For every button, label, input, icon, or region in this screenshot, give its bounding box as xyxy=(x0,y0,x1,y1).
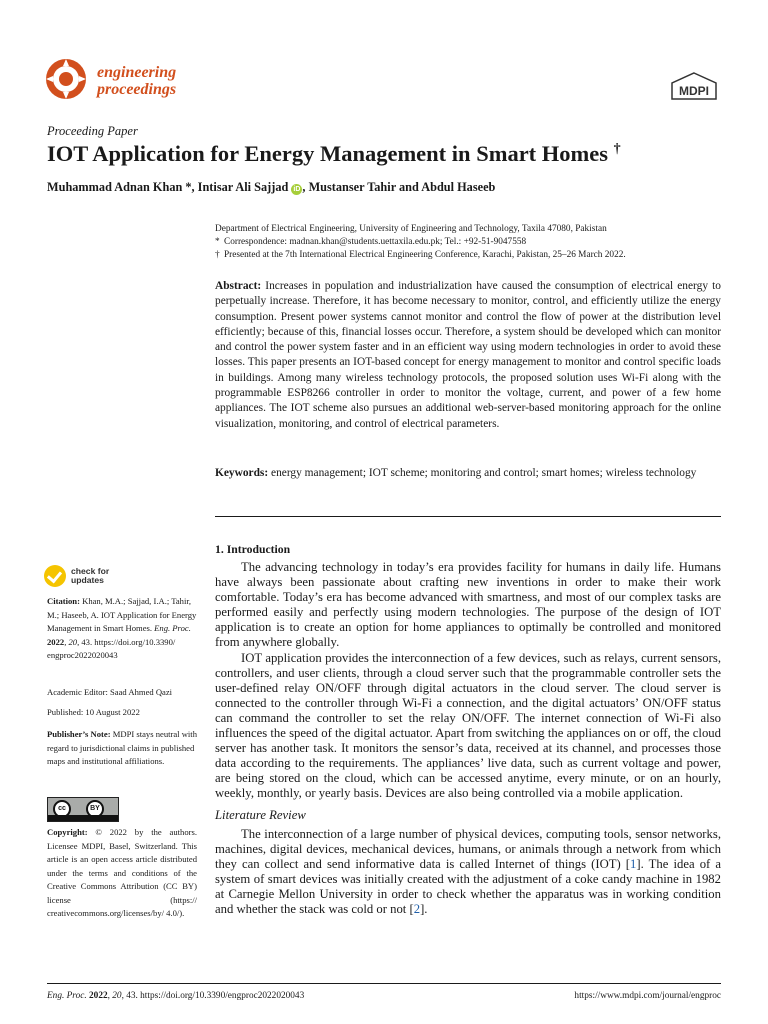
reference-link-1[interactable]: 1 xyxy=(630,856,637,871)
authors-first: Muhammad Adnan Khan *, Intisar Ali Sajjad xyxy=(47,180,289,194)
footer-citation: Eng. Proc. 2022, 20, 43. https://doi.org/10.3390/engproc2022020043 xyxy=(47,991,305,1001)
journal-name-line2: proceedings xyxy=(97,81,177,98)
journal-name-line1: engineering xyxy=(97,64,177,81)
note-text: MDPI stays neutral with regard to jurisdictional claims in published maps and institutional affiliations. xyxy=(47,729,197,766)
presented-mark: † xyxy=(215,250,220,260)
subsection-heading: Literature Review xyxy=(215,807,306,822)
keywords-text: energy management; IOT scheme; monitoring and control; smart homes; wireless technology xyxy=(271,467,697,479)
body-text xyxy=(215,560,721,917)
title-mark: † xyxy=(613,141,621,157)
engineering-proceedings-logo xyxy=(45,58,87,100)
mdpi-logo xyxy=(668,71,720,101)
correspondence-mark: * xyxy=(215,237,220,247)
publisher-name: MDPI xyxy=(679,84,709,98)
paragraph-1: The advancing technology in today’s era provides facility for humans in daily life. Humans have always been passionate about crafting new inventions in order to make their work comfortable. Today’s era has become advanced with smartness, and most of our complex tasks are performed easily and perfectly using modern technologies. The purpose of the design of IOT application is to create an option for home appliances to optimally be controlled and monitored from anywhere globally. xyxy=(215,560,721,650)
check-line-1: check for xyxy=(71,565,110,576)
paper-title xyxy=(47,141,621,167)
section-heading: 1. Introduction xyxy=(215,543,291,556)
paper-type: Proceeding Paper xyxy=(47,124,138,138)
copyright-block xyxy=(47,826,197,921)
paragraph-2: IOT application provides the interconnection of a few devices, such as relays, current sensors, controllers, and user clients, through a cloud server such that the programmable controller sets the user-defined relay ON/OFF through digital actuators in the cloud server. The cloud server is connected to the controller through Wi-Fi a connection, and the digital actuators’ ON/OFF status can command the controller to set the relay ON/OFF. The internet connection of Wi-Fi also influences the speed of the digital actuator. Apart from switching the appliances on or off, the cloud server has another task. It monitors the sensor’s data, received at its channel, and processes those data according to the requirements. The appliances’ live data, such as current voltage and power, are being stored on the cloud, which can be accessed anytime, every minute, or on an hourly, weekly, monthly, or yearly basis. Devices are also being controlled via a mobile application. xyxy=(215,650,721,801)
keywords xyxy=(215,466,721,481)
footer-year: 2022 xyxy=(89,991,108,1001)
cc-by-license-badge[interactable] xyxy=(47,797,119,822)
badge-bar xyxy=(48,815,118,821)
citation-journal: Eng. Proc. xyxy=(154,623,191,633)
publishers-note xyxy=(47,728,197,769)
citation-volume: 20 xyxy=(68,636,78,647)
title-text: IOT Application for Energy Management in Smart Homes xyxy=(47,141,609,166)
affiliation-text: Department of Electrical Engineering, University of Engineering and Technology, Taxila 47080, Pakistan xyxy=(215,224,607,234)
journal-name xyxy=(97,64,176,98)
correspondence-text: Correspondence: madnan.khan@students.uettaxila.edu.pk; Tel.: +92-51-9047558 xyxy=(224,237,527,247)
paragraph-3-b: ]. The idea of a system of smart devices was initially created with the adjustment of a coke candy machine in 1982 at Carnegie Mellon University in order to check whether the apparatus was in working condition and whether the stack was cold or not [ xyxy=(215,856,721,917)
note-label: Publisher’s Note: xyxy=(47,729,111,739)
abstract-label: Abstract: xyxy=(215,280,262,292)
footer-volume: 20 xyxy=(112,991,122,1001)
paragraph-3-c: ]. xyxy=(420,902,428,917)
citation-doi[interactable]: , 43. https://doi.org/10.3390/ engproc2022020043 xyxy=(47,636,176,660)
author-list xyxy=(47,180,495,195)
citation-text: Khan, M.A.; Sajjad, I.A.; Tahir, M.; Haseeb, A. IOT Application for Energy Management in Smart Homes. xyxy=(47,596,197,633)
paragraph-3-a: The interconnection of a large number of physical devices, computing tools, sensor networks, machines, digital devices, mechanical devices, humans, or animals through a network from which they can collect and send informative data is called Internet of things (IOT) [ xyxy=(215,826,721,871)
divider xyxy=(215,516,721,517)
abstract xyxy=(215,279,721,432)
check-for-updates-button[interactable] xyxy=(44,565,109,587)
footer-journal: Eng. Proc. xyxy=(47,991,87,1001)
published-date: Published: 10 August 2022 xyxy=(47,707,140,717)
citation-block: Citation: Khan, M.A.; Sajjad, I.A.; Tahir, M.; Haseeb, A. IOT Application for Energy Management in Smart Homes. Eng. Proc. 2022, 20, 43. https://doi.org/10.3390/ engproc2022020043 xyxy=(47,596,197,660)
footer-journal-url[interactable]: https://www.mdpi.com/journal/engproc xyxy=(574,991,721,1001)
checkmark-icon xyxy=(44,565,66,587)
check-line-2: updates xyxy=(71,575,104,585)
citation-label: Citation: xyxy=(47,596,80,606)
footer-divider xyxy=(47,983,721,984)
citation-year: 2022 xyxy=(47,636,65,647)
copyright-text: © 2022 by the authors. Licensee MDPI, Basel, Switzerland. This article is an open access article distributed under the terms and conditions of the Creative Commons Attribution (CC BY) license (https:// creativecommons.org/licenses/by/ 4.0/). xyxy=(47,827,197,918)
check-for-updates-label xyxy=(71,567,109,586)
academic-editor: Academic Editor: Saad Ahmed Qazi xyxy=(47,687,173,697)
reference-link-2[interactable]: 2 xyxy=(413,902,421,917)
authors-rest: , Mustanser Tahir and Abdul Haseeb xyxy=(302,180,496,194)
keywords-label: Keywords: xyxy=(215,467,269,479)
orcid-icon[interactable]: iD xyxy=(293,186,301,193)
cc-icon: cc xyxy=(53,800,71,818)
paragraph-3 xyxy=(215,827,721,918)
footer-doi[interactable]: , 43. https://doi.org/10.3390/engproc2022020043 xyxy=(121,991,305,1001)
presented-text: Presented at the 7th International Electrical Engineering Conference, Karachi, Pakistan, 25–26 March 2022. xyxy=(224,250,626,260)
by-icon: BY xyxy=(86,800,104,818)
affiliations xyxy=(215,223,626,262)
abstract-text: Increases in population and industrialization have caused the consumption of electrical energy to perpetually increase. Therefore, it has become necessary to monitor, control, and efficiently utilize the energy consumption. Present power systems cannot monitor and control the flow of power at the distribution level efficiently; because of this, financial losses occur. Therefore, a system should be developed which can monitor and control the power system faster and in an efficient way using modern technologies in order to avoid these losses. This paper presents an IOT-based concept for energy management to monitor and control specific loads in buildings. Among many wireless technology protocols, the proposed solution uses Wi-Fi along with the programmable ESP8266 controller in order to monitor the voltage, current, and power of a few home appliances. The IOT scheme also pursues an additional web-server-based monitoring approach for the online visualization, monitoring, and control of electrical parameters. xyxy=(215,280,721,430)
copyright-label: Copyright: xyxy=(47,827,88,837)
